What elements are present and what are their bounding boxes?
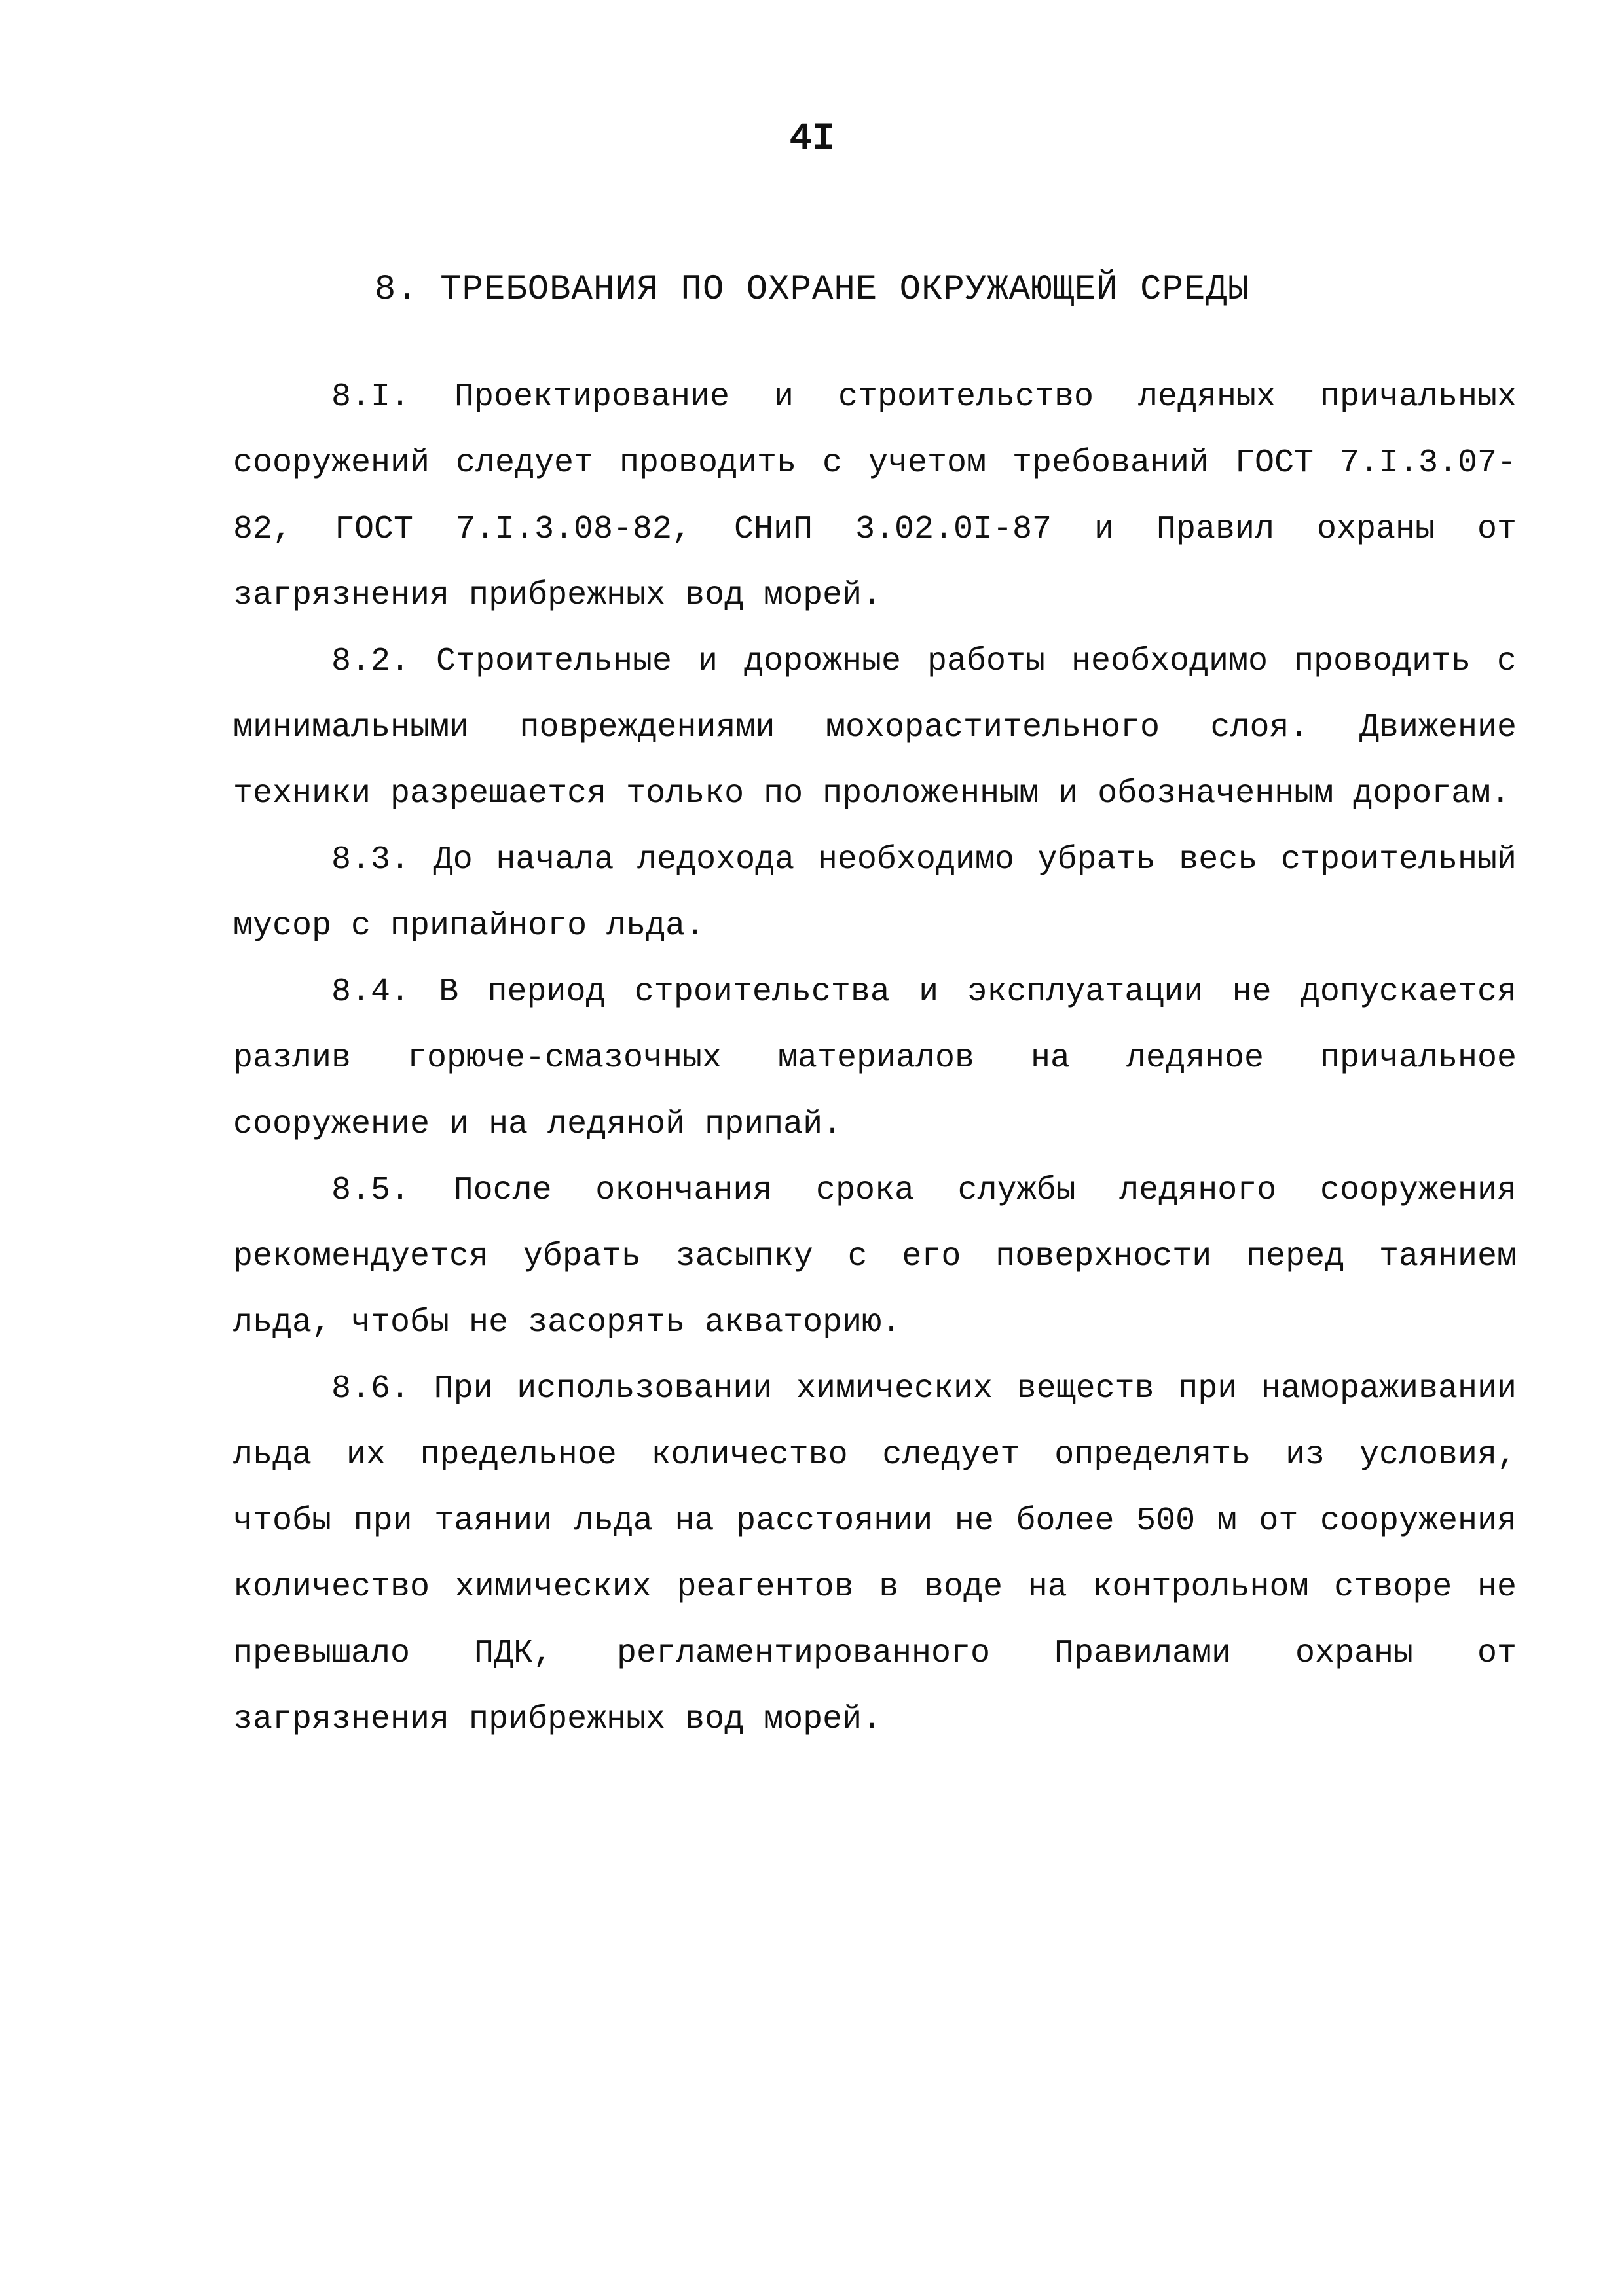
paragraph-text: Проектирование и строительство ледяных причальных сооружений следует проводить с учетом требований ГОСТ 7.I.3.07-82, ГОСТ 7.I.3.08-82, СНиП 3.02.0I-87 и Правил охраны от загрязнения прибрежных вод морей. (233, 378, 1517, 614)
paragraph-8-1 (233, 364, 1517, 629)
page-number: 4I (789, 118, 835, 160)
paragraph-8-2 (233, 629, 1517, 827)
paragraph-number: 8.6. (331, 1370, 411, 1408)
paragraph-text: До начала ледохода необходимо убрать весь строительный мусор с припайного льда. (233, 841, 1517, 945)
paragraph-8-6 (233, 1356, 1517, 1753)
paragraph-number: 8.I. (331, 378, 411, 416)
paragraph-number: 8.2. (331, 643, 411, 680)
paragraph-number: 8.4. (331, 974, 411, 1011)
section-body (233, 364, 1517, 1753)
paragraph-8-5 (233, 1157, 1517, 1356)
paragraph-text: Строительные и дорожные работы необходимо проводить с минимальными повреждениями мохорастительного слоя. Движение техники разрешается только по проложенным и обозначенным дорогам. (233, 643, 1517, 812)
paragraph-8-4 (233, 959, 1517, 1157)
paragraph-number: 8.5. (331, 1172, 411, 1209)
section-heading: 8. ТРЕБОВАНИЯ ПО ОХРАНЕ ОКРУЖАЮЩЕЙ СРЕДЫ (374, 270, 1250, 310)
paragraph-text: После окончания срока службы ледяного сооружения рекомендуется убрать засыпку с его поверхности перед таянием льда, чтобы не засорять акваторию. (233, 1172, 1517, 1341)
paragraph-number: 8.3. (331, 841, 411, 879)
paragraph-8-3 (233, 827, 1517, 959)
paragraph-text: В период строительства и эксплуатации не допускается разлив горюче-смазочных материалов на ледяное причальное сооружение и на ледяной припай. (233, 974, 1517, 1143)
paragraph-text: При использовании химических веществ при намораживании льда их предельное количество следует определять из условия, чтобы при таянии льда на расстоянии не более 500 м от сооружения количество химических реагентов в воде на контрольном створе не превышало ПДК, регламентированного Правилами охраны от загрязнения прибрежных вод морей. (233, 1370, 1517, 1738)
